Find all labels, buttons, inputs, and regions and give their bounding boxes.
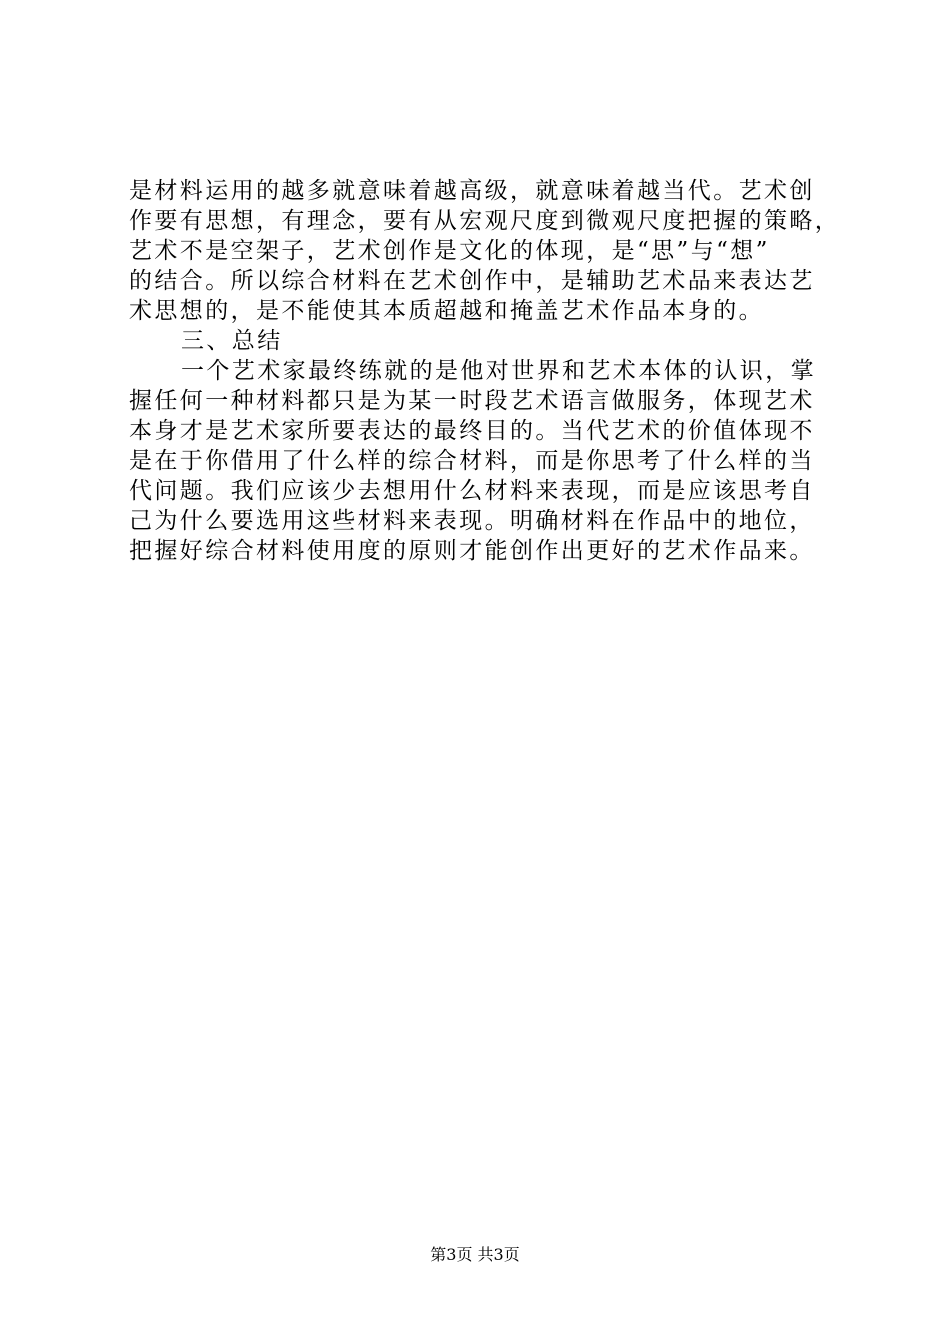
paragraph-line: 代问题。我们应该少去想用什么材料来表现，而是应该思考自: [129, 478, 815, 504]
section-heading: 三、总结: [181, 328, 283, 354]
paragraph-line: 的结合。所以综合材料在艺术创作中，是辅助艺术品来表达艺: [129, 268, 815, 294]
paragraph-line: 艺术不是空架子，艺术创作是文化的体现，是“思”与“想”: [129, 238, 770, 264]
paragraph-line: 作要有思想，有理念，要有从宏观尺度到微观尺度把握的策略，: [129, 208, 841, 234]
paragraph-line: 己为什么要选用这些材料来表现。明确材料在作品中的地位，: [129, 508, 815, 534]
paragraph-line: 握任何一种材料都只是为某一时段艺术语言做服务，体现艺术: [129, 388, 815, 414]
paragraph-line: 术思想的，是不能使其本质超越和掩盖艺术作品本身的。: [129, 298, 764, 324]
paragraph-line: 把握好综合材料使用度的原则才能创作出更好的艺术作品来。: [129, 538, 815, 564]
paragraph-line: 是材料运用的越多就意味着越高级，就意味着越当代。艺术创: [129, 178, 815, 204]
paragraph-line: 一个艺术家最终练就的是他对世界和艺术本体的认识，掌: [181, 358, 816, 384]
paragraph-line: 本身才是艺术家所要表达的最终目的。当代艺术的价值体现不: [129, 418, 815, 444]
paragraph-line: 是在于你借用了什么样的综合材料，而是你思考了什么样的当: [129, 448, 815, 474]
page-footer: 第3页 共3页: [430, 1245, 520, 1264]
body-text: [129, 176, 849, 566]
